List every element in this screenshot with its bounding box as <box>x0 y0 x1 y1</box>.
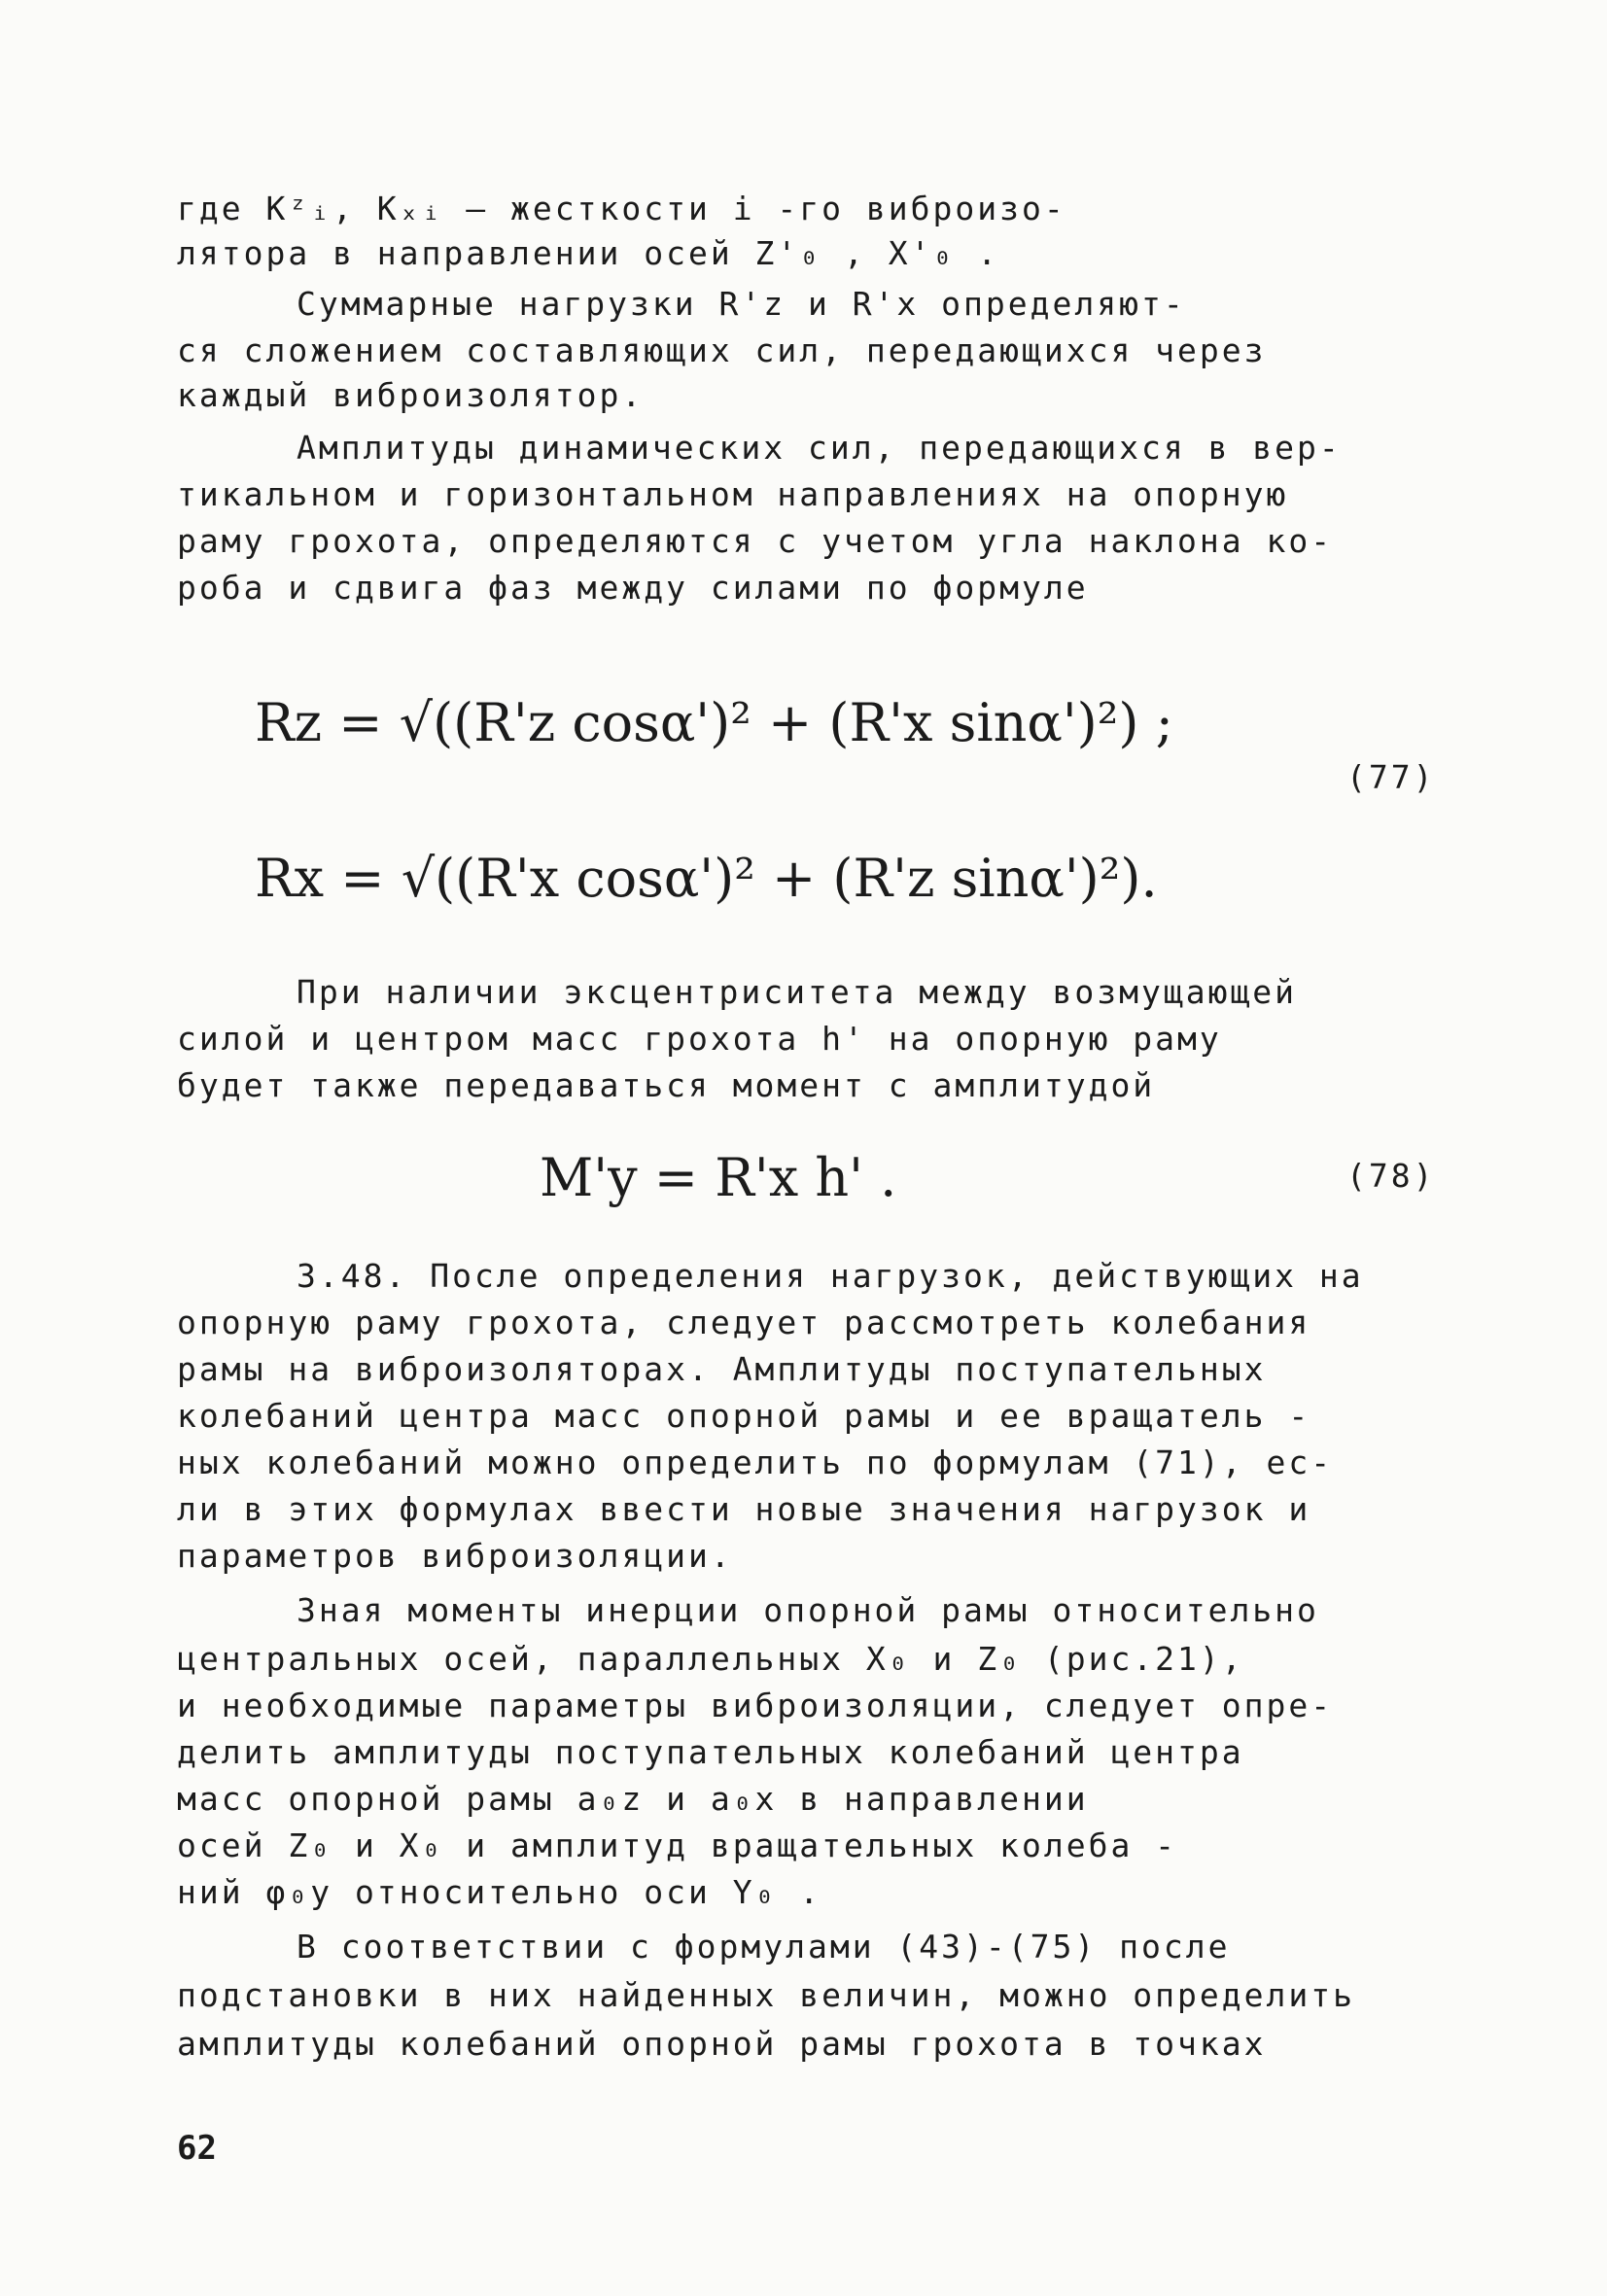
text-line: рамы на виброизоляторах. Амплитуды поступательных <box>177 1350 1267 1388</box>
text-line: и необходимые параметры виброизоляции, следует опре- <box>177 1687 1334 1724</box>
equation-number-78: (78) <box>1346 1157 1436 1195</box>
equation-78: M'y = R'x h' . <box>540 1147 897 1208</box>
text-line: При наличии эксцентриситета между возмущающей <box>297 973 1298 1011</box>
text-line: ли в этих формулах ввести новые значения нагрузок и <box>177 1490 1311 1528</box>
text-line: ся сложением составляющих сил, передающихся через <box>177 331 1267 369</box>
text-line: Суммарные нагрузки R'z и R'x определяют- <box>297 285 1186 323</box>
text-line: силой и центром масс грохота h' на опорную раму <box>177 1020 1222 1058</box>
equation-77a: Rz = √((R'z cosα')² + (R'x sinα')²) ; <box>255 692 1173 753</box>
text-line: амплитуды колебаний опорной рамы грохота в точках <box>177 2025 1267 2063</box>
text-line: лятора в направлении осей Z'₀ , X'₀ . <box>177 234 1000 272</box>
text-line: подстановки в них найденных величин, можно определить <box>177 1976 1355 2014</box>
text-line: ний φ₀y относительно оси Y₀ . <box>177 1873 822 1911</box>
text-line: масс опорной рамы a₀z и a₀x в направлении <box>177 1780 1089 1818</box>
text-line: тикальном и горизонтальном направлениях на опорную <box>177 475 1289 513</box>
text-line: Амплитуды динамических сил, передающихся в вер- <box>297 429 1342 467</box>
text-line: осей Z₀ и X₀ и амплитуд вращательных колеба - <box>177 1826 1178 1864</box>
page-number: 62 <box>177 2129 217 2168</box>
text-line: будет также передаваться момент с амплитудой <box>177 1066 1156 1104</box>
text-line: колебаний центра масс опорной рамы и ее вращатель - <box>177 1397 1311 1435</box>
text-line: роба и сдвига фаз между силами по формуле <box>177 569 1089 607</box>
text-line: каждый виброизолятор. <box>177 376 645 414</box>
text-line: опорную раму грохота, следует рассмотреть колебания <box>177 1304 1311 1341</box>
text-line: делить амплитуды поступательных колебаний центра <box>177 1733 1244 1771</box>
text-line: где Kᶻᵢ, Kₓᵢ — жесткости i -го виброизо- <box>177 190 1066 227</box>
text-line: Зная моменты инерции опорной рамы относительно <box>297 1591 1319 1629</box>
text-line: В соответствии с формулами (43)-(75) после <box>297 1928 1231 1966</box>
equation-number-77: (77) <box>1346 758 1436 796</box>
text-line: параметров виброизоляции. <box>177 1537 733 1575</box>
equation-77b: Rx = √((R'x cosα')² + (R'z sinα')²). <box>255 848 1158 909</box>
text-line: ных колебаний можно определить по формулам (71), ес- <box>177 1444 1334 1481</box>
text-line: центральных осей, параллельных X₀ и Z₀ (рис.21), <box>177 1640 1244 1678</box>
text-line: раму грохота, определяются с учетом угла наклона ко- <box>177 522 1334 560</box>
text-line: 3.48. После определения нагрузок, действующих на <box>297 1257 1364 1295</box>
